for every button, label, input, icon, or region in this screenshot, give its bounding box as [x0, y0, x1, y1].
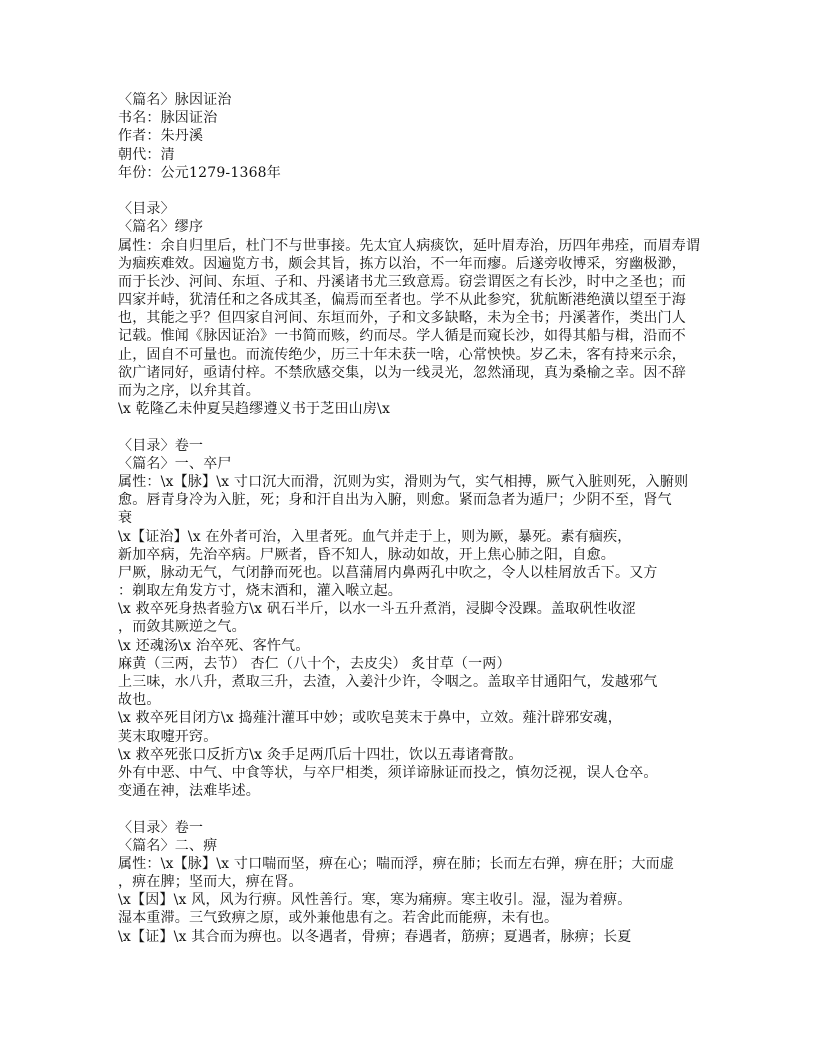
text-line: 而为之序，以弁其首。 [118, 383, 260, 399]
text-line: 记载。惟闻《脉因证治》一书简而赅，约而尽。学人循是而窥长沙，如得其船与楫，沿而不 [118, 328, 686, 345]
text-line: 止，固自不可量也。而流传绝少，历三十年未获一啥，心常怏怏。岁乙未，客有持来示余， [118, 346, 686, 363]
text-line: 故也。 [118, 692, 161, 709]
spacer [118, 182, 718, 200]
years: 年份：公元1279-1368年 [118, 164, 281, 181]
text-line: 属性：\x【脉】\x 寸口沉大而滑，沉则为实，滑则为气，实气相搏，厥气入脏则死，入腑则 [118, 473, 689, 490]
text-line: 麻黄（三两，去节） 杏仁（八十个，去皮尖） 炙甘草（一两） [118, 655, 511, 672]
author: 作者：朱丹溪 [118, 128, 204, 145]
text-line: 而于长沙、河间、东垣、子和、丹溪诸书尤三致意焉。窃尝谓医之有长沙，时中之圣也；而 [118, 273, 686, 290]
section-title: 〈篇名〉缪序 [118, 219, 204, 236]
text-line: 也，其能之乎？但四家自河间、东垣而外，子和文多缺略，未为全书；丹溪著作，类出门人 [118, 310, 686, 327]
section-catalog: 〈目录〉卷一 [118, 819, 204, 836]
text-line: 四家并峙，犹清任和之各成其圣，偏焉而至者也。学不从此参究，犹航断港绝潢以望至于海 [118, 292, 686, 309]
text-line: 为痼疾难效。因遍览方书，颇会其旨，拣方以治，不一年而瘳。后遂旁收博采，穷幽极渺， [118, 255, 686, 272]
text-line: \x 救卒死身热者验方\x 矾石半斤，以水一斗五升煮消，浸脚令没踝。盖取矾性收涩 [118, 601, 637, 618]
section-title: 〈篇名〉一、卒尸 [118, 455, 232, 472]
text-line: 变通在神，法难毕述。 [118, 783, 260, 800]
text-line: 衰 [118, 510, 133, 527]
text-line: \x【因】\x 风，风为行痹。风性善行。寒，寒为痛痹。寒主收引。湿，湿为着痹。 [118, 892, 632, 909]
chapter-title: 〈篇名〉脉因证治 [118, 92, 232, 108]
text-line: \x 还魂汤\x 治卒死、客忤气。 [118, 637, 310, 654]
text-line: \x【证治】\x 在外者可治，入里者死。血气并走于上，则为厥，暴死。素有痼疾， [118, 528, 632, 545]
text-line: 荚末取嚏开窍。 [118, 728, 218, 745]
text-line: ，痹在脾；坚而大，痹在肾。 [118, 874, 303, 891]
section-title: 〈篇名〉二、痹 [118, 837, 218, 854]
text-line: 新加卒病，先治卒病。尸厥者，昏不知人，脉动如故，开上焦心肺之阳，自愈。 [118, 546, 615, 563]
text-line: \x 乾隆乙未仲夏吴趋缪遵义书于芝田山房\x [118, 401, 391, 418]
section-catalog: 〈目录〉 [118, 201, 175, 218]
text-line: 外有中恶、中气、中食等状，与卒尸相类，须详谛脉证而投之，慎勿泛视，误人仓卒。 [118, 764, 658, 781]
text-line: \x【证】\x 其合而为痹也。以冬遇者，骨痹；春遇者，筋痹；夏遇者，脉痹；长夏 [118, 928, 632, 945]
document-page [118, 91, 718, 946]
text-line: 湿本重滞。三气致痹之原，或外兼他患有之。若舍此而能痹，未有也。 [118, 910, 559, 927]
text-line: 欲广诸同好，亟请付梓。不禁欣感交集，以为一线灵光，忽然涌现，真为桑榆之幸。因不辞 [118, 364, 686, 381]
text-line: 愈。唇青身冷为入脏，死；身和汗自出为入腑，则愈。紧而急者为遁尸；少阴不至，肾气 [118, 492, 672, 509]
text-line: \x 救卒死目闭方\x 捣薤汁灌耳中妙；或吹皂荚末于鼻中，立效。薤汁辟邪安魂， [118, 710, 622, 727]
text-line: 尸厥，脉动无气，气闭静而死也。以菖蒲屑内鼻两孔中吹之，令人以桂屑放舌下。又方 [118, 564, 658, 581]
text-line: 属性：余自归里后，杜门不与世事接。先太宜人病痰饮，延叶眉寿治，历四年弗痊，而眉寿谓 [118, 237, 701, 254]
spacer [118, 418, 718, 436]
text-line: ：剃取左角发方寸，烧末酒和，灌入喉立起。 [118, 583, 402, 600]
section-catalog: 〈目录〉卷一 [118, 437, 204, 454]
book-name: 书名：脉因证治 [118, 110, 218, 127]
dynasty: 朝代：清 [118, 146, 175, 163]
text-line: \x 救卒死张口反折方\x 灸手足两爪后十四壮，饮以五毒诸膏散。 [118, 746, 523, 763]
text-line: 上三味，水八升，煮取三升，去渣，入姜汁少许，令咽之。盖取辛甘通阳气，发越邪气 [118, 674, 658, 690]
text-line: ，而敛其厥逆之气。 [118, 619, 246, 636]
spacer [118, 800, 718, 818]
text-line: 属性：\x【脉】\x 寸口喘而坚，痹在心；喘而浮，痹在肺；长而左右弹，痹在肝；大而虚 [118, 855, 675, 872]
